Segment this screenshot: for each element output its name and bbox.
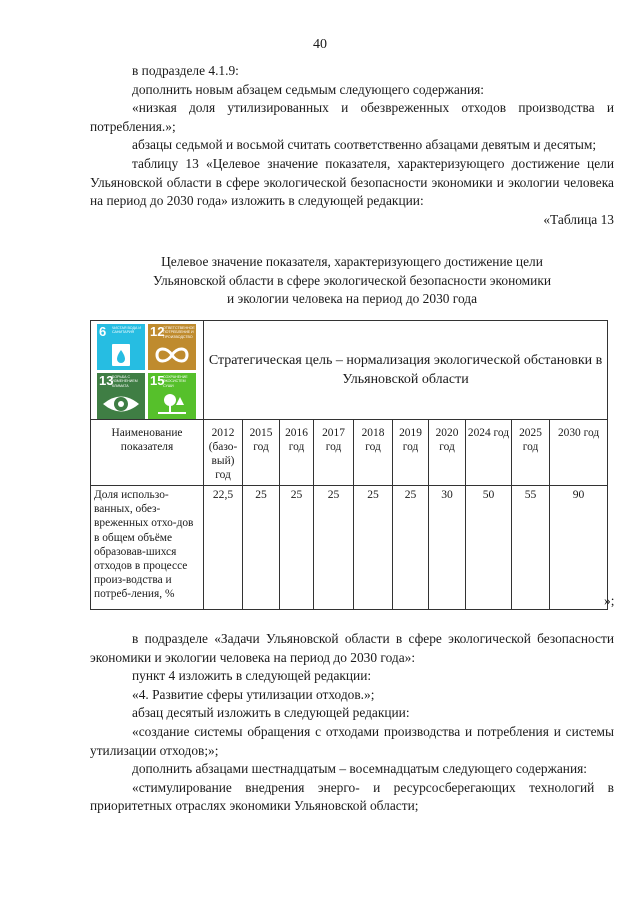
sdg-tile-6 [97, 324, 145, 370]
table-closing-quote: »; [604, 593, 615, 608]
sdg-logos [97, 324, 203, 419]
indicator-value: 25 [314, 486, 354, 610]
year-header: 2016 год [280, 420, 314, 486]
sdg-tile-13 [97, 373, 145, 419]
amendment-text-bottom [90, 630, 614, 816]
paragraph: дополнить новым абзацем седьмым следующего содержания: [132, 81, 484, 97]
paragraph: таблицу 13 «Целевое значение показателя, характеризующего достижение цели Ульяновской области в сфере экологической безопасности экономики и экологии человека на период до 2030 года» изложить в следующей редакции: [90, 155, 614, 209]
caption-line: и экологии человека на период до 2030 года [226, 291, 478, 307]
indicator-value: 50 [466, 486, 512, 610]
year-header: 2015 год [243, 420, 280, 486]
indicator-value: 22,5 [204, 486, 243, 610]
sdg-number: 6 [99, 324, 107, 339]
indicator-name: Доля использо-ванных, обез-вреженных отхо-дов в общем объёме образовав-шихся отходов в процессе произ-водства и потреб-ления, % [91, 486, 204, 610]
indicator-value: 90 [550, 486, 608, 610]
water-drop-icon [97, 342, 145, 369]
tree-icon [148, 391, 196, 418]
year-header: 2024 год [466, 420, 512, 486]
year-header: 2017 год [314, 420, 354, 486]
paragraph: дополнить абзацами шестнадцатым – восемнадцатым следующего содержания: [132, 761, 587, 777]
eye-globe-icon [97, 391, 145, 418]
paragraph: «4. Развитие сферы утилизации отходов.»; [132, 686, 375, 702]
indicator-value: 30 [429, 486, 466, 610]
indicator-value: 25 [354, 486, 393, 610]
strategic-goal: Стратегическая цель – нормализация экологической обстановки в Ульяновской области [204, 321, 608, 420]
indicator-value: 55 [512, 486, 550, 610]
caption-line: Целевое значение показателя, характеризующего достижение цели [161, 254, 543, 269]
year-header: 2030 год [550, 420, 608, 486]
paragraph: абзац десятый изложить в следующей редакции: [132, 705, 410, 721]
year-header: 2025 год [512, 420, 550, 486]
caption-line: Ульяновской области в сфере экологической безопасности экономики [152, 272, 551, 288]
paragraph: «стимулирование внедрения энерго- и ресурсосберегающих технологий в приоритетных отраслях экономики Ульяновской области; [90, 779, 614, 814]
year-header: 2018 год [354, 420, 393, 486]
paragraph: «создание системы обращения с отходами производства и потребления и системы утилизации отходов;»; [90, 723, 614, 758]
indicator-value: 25 [393, 486, 429, 610]
table-row [91, 486, 608, 610]
paragraph: в подразделе «Задачи Ульяновской области в сфере экологической безопасности экономики и экологии человека на период до 2030 года»: [90, 631, 614, 665]
amendment-text-top [90, 62, 614, 229]
paragraph: «низкая доля утилизированных и обезвреженных отходов производства и потребления.»; [90, 100, 614, 134]
sdg-label: СОХРАНЕНИЕ ЭКОСИСТЕМ СУШИ [163, 375, 188, 388]
year-header: 2019 год [393, 420, 429, 486]
sdg-tile-12 [148, 324, 196, 370]
paragraph: абзацы седьмой и восьмой считать соответственно абзацами девятым и десятым; [132, 137, 597, 153]
sdg-tile-15 [148, 373, 196, 419]
table-label: «Таблица 13 [543, 211, 614, 227]
year-header: 2012 (базо-вый) год [204, 420, 243, 486]
indicator-value: 25 [280, 486, 314, 610]
sdg-logos-cell [91, 321, 204, 420]
target-indicator-table [90, 320, 608, 610]
sdg-number: 15 [150, 373, 165, 388]
page-number: 40 [313, 37, 327, 52]
sdg-number: 12 [150, 324, 165, 339]
sdg-number: 13 [99, 373, 114, 388]
infinity-icon [148, 342, 196, 369]
sdg-label: ЧИСТАЯ ВОДА И САНИТАРИЯ [112, 326, 141, 335]
paragraph: пункт 4 изложить в следующей редакции: [132, 668, 372, 684]
indicator-column-header: Наименование показателя [91, 420, 204, 486]
indicator-value: 25 [243, 486, 280, 610]
table-caption [90, 253, 614, 309]
sdg-label: БОРЬБА С ИЗМЕНЕНИЕМ КЛИМАТА [112, 375, 138, 388]
year-header: 2020 год [429, 420, 466, 486]
sdg-label: ОТВЕТСТВЕННОЕ ПОТРЕБЛЕНИЕ И ПРОИЗВОДСТВО [163, 326, 195, 339]
paragraph: в подразделе 4.1.9: [132, 63, 239, 78]
